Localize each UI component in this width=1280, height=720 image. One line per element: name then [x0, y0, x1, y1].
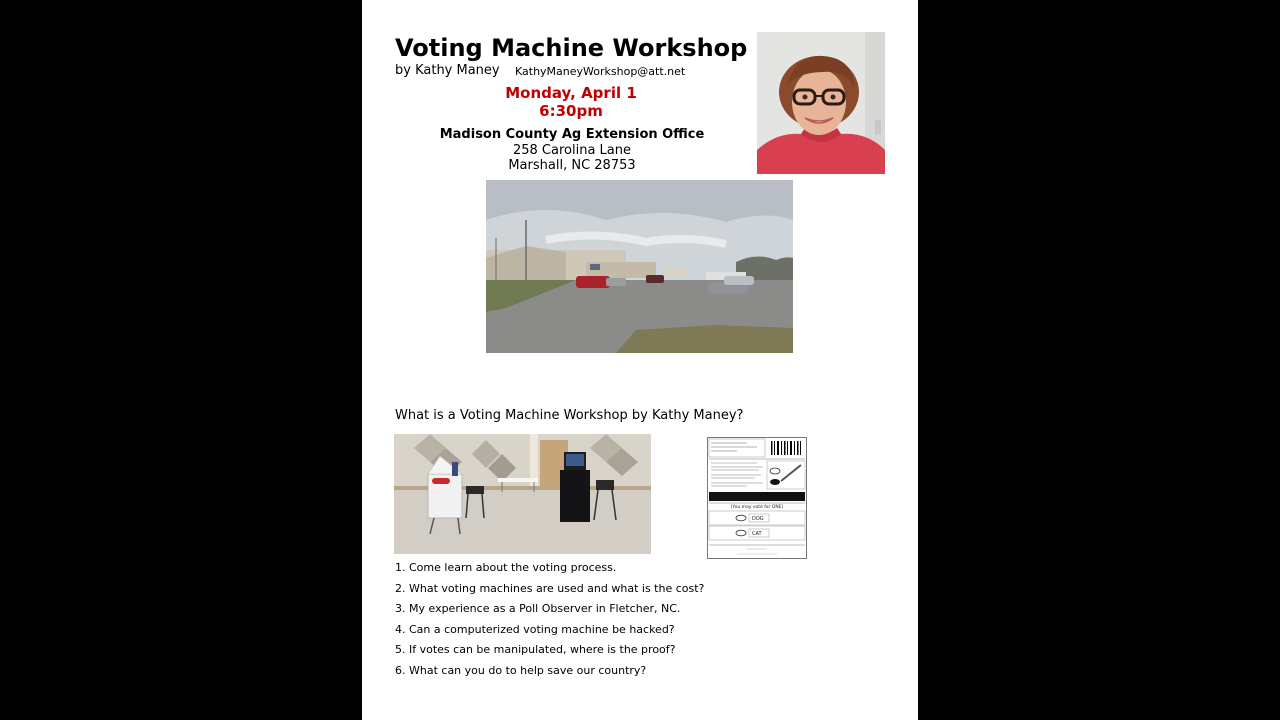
list-item: 4. Can a computerized voting machine be hacked? [395, 622, 675, 636]
venue-address-line1: 258 Carolina Lane [512, 142, 631, 158]
vote-instruction: (You may vote for ONE) [730, 505, 784, 510]
venue-parking-lot-photo [486, 180, 793, 353]
workshop-topics-list [395, 561, 704, 684]
author-portrait-photo [757, 32, 885, 174]
venue-address-line2: Marshall, NC 28753 [508, 158, 636, 173]
list-item: 5. If votes can be manipulated, where is the proof? [395, 643, 676, 656]
list-item: 6. What can you do to help save our country? [395, 663, 647, 677]
flyer-title: Voting Machine Workshop [395, 34, 748, 62]
workshop-question: What is a Voting Machine Workshop by Kathy Maney? [395, 408, 744, 423]
list-item: 1. Come learn about the voting process. [395, 561, 617, 574]
list-item: 2. What voting machines are used and what is the cost? [395, 581, 705, 595]
flyer-page [362, 0, 918, 720]
voting-room-photo [394, 434, 651, 554]
sample-ballot-image [707, 437, 807, 559]
author-byline: by Kathy Maney [395, 63, 500, 78]
event-time: 6:30pm [539, 102, 603, 120]
venue-name: Madison County Ag Extension Office [439, 127, 705, 142]
ballot-choice-1: DOG [752, 516, 764, 522]
list-item: 3. My experience as a Poll Observer in Fletcher, NC. [395, 602, 681, 615]
event-date: Monday, April 1 [505, 84, 637, 102]
contact-email: KathyManeyWorkshop@att.net [515, 65, 686, 78]
ballot-choice-2: CAT [752, 531, 762, 537]
